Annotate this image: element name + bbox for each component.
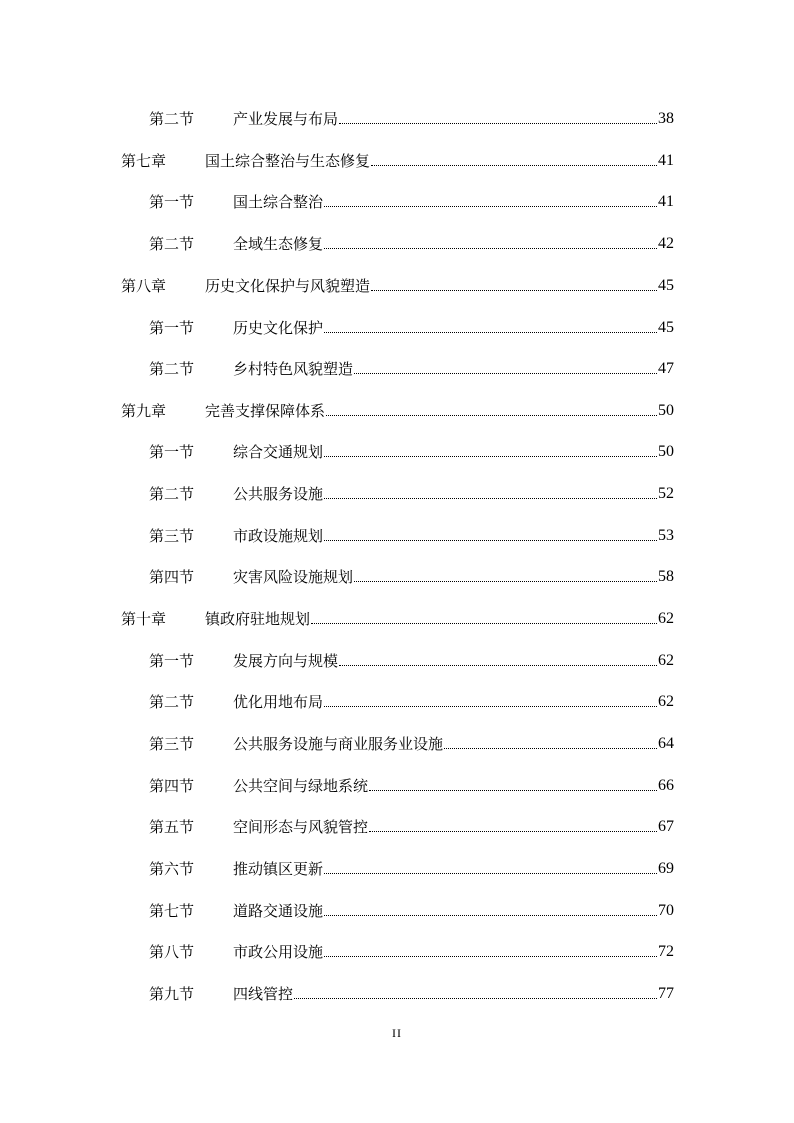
entry-page-number: 42: [658, 235, 674, 252]
dot-leader: [324, 456, 657, 457]
toc-entry[interactable]: [121, 271, 674, 295]
dot-leader: [324, 706, 657, 707]
entry-title: 推动镇区更新: [233, 860, 324, 878]
entry-number: 第二节: [149, 235, 195, 253]
entry-page-number: 64: [658, 735, 674, 752]
dot-leader: [324, 873, 657, 874]
toc-entry[interactable]: [149, 729, 674, 753]
entry-page-number: 70: [658, 902, 674, 919]
entry-number: 第一节: [149, 652, 195, 670]
entry-page-number: 50: [658, 443, 674, 460]
dot-leader: [294, 998, 657, 999]
toc-entry[interactable]: [149, 979, 674, 1003]
entry-page-number: 62: [658, 610, 674, 627]
entry-number: 第六节: [149, 860, 195, 878]
entry-number: 第九章: [121, 402, 167, 420]
dot-leader: [369, 831, 657, 832]
entry-title: 四线管控: [233, 985, 294, 1003]
entry-title: 市政设施规划: [233, 527, 324, 545]
entry-number: 第一节: [149, 319, 195, 337]
dot-leader: [324, 540, 657, 541]
toc-entry[interactable]: [149, 104, 674, 128]
entry-number: 第三节: [149, 527, 195, 545]
entry-number: 第一节: [149, 443, 195, 461]
entry-title: 空间形态与风貌管控: [233, 818, 369, 836]
entry-page-number: 72: [658, 943, 674, 960]
dot-leader: [324, 498, 657, 499]
entry-number: 第九节: [149, 985, 195, 1003]
entry-title: 国土综合整治与生态修复: [205, 152, 371, 170]
entry-page-number: 45: [658, 277, 674, 294]
dot-leader: [324, 956, 657, 957]
entry-title: 历史文化保护与风貌塑造: [205, 277, 371, 295]
entry-title: 发展方向与规模: [233, 652, 339, 670]
entry-page-number: 67: [658, 818, 674, 835]
entry-number: 第一节: [149, 193, 195, 211]
toc-entry[interactable]: [149, 521, 674, 545]
entry-page-number: 77: [658, 985, 674, 1002]
entry-page-number: 50: [658, 402, 674, 419]
entry-number: 第八章: [121, 277, 167, 295]
toc-entry[interactable]: [149, 229, 674, 253]
entry-number: 第八节: [149, 943, 195, 961]
entry-title: 道路交通设施: [233, 902, 324, 920]
entry-number: 第七章: [121, 152, 167, 170]
toc-entry[interactable]: [149, 562, 674, 586]
entry-page-number: 69: [658, 860, 674, 877]
entry-page-number: 41: [658, 193, 674, 210]
toc-entry[interactable]: [121, 396, 674, 420]
toc-entry[interactable]: [149, 937, 674, 961]
entry-title: 乡村特色风貌塑造: [233, 360, 354, 378]
dot-leader: [369, 790, 657, 791]
entry-number: 第三节: [149, 735, 195, 753]
toc-entry[interactable]: [149, 646, 674, 670]
entry-page-number: 52: [658, 485, 674, 502]
toc-entry[interactable]: [149, 687, 674, 711]
dot-leader: [339, 123, 657, 124]
entry-number: 第二节: [149, 485, 195, 503]
toc-entry[interactable]: [149, 437, 674, 461]
dot-leader: [311, 623, 657, 624]
entry-title: 产业发展与布局: [233, 110, 339, 128]
entry-title: 综合交通规划: [233, 443, 324, 461]
page-footer-number: II: [392, 1026, 402, 1040]
entry-page-number: 62: [658, 693, 674, 710]
entry-number: 第二节: [149, 360, 195, 378]
entry-title: 国土综合整治: [233, 193, 324, 211]
entry-page-number: 41: [658, 152, 674, 169]
entry-page-number: 38: [658, 110, 674, 127]
dot-leader: [326, 415, 657, 416]
dot-leader: [324, 248, 657, 249]
toc-entry[interactable]: [149, 812, 674, 836]
entry-number: 第四节: [149, 568, 195, 586]
dot-leader: [324, 332, 657, 333]
entry-number: 第二节: [149, 693, 195, 711]
entry-number: 第十章: [121, 610, 167, 628]
entry-title: 完善支撑保障体系: [205, 402, 326, 420]
entry-page-number: 45: [658, 319, 674, 336]
entry-page-number: 58: [658, 568, 674, 585]
entry-page-number: 47: [658, 360, 674, 377]
dot-leader: [354, 373, 657, 374]
entry-title: 公共服务设施与商业服务业设施: [233, 735, 444, 753]
dot-leader: [371, 165, 657, 166]
dot-leader: [324, 915, 657, 916]
entry-number: 第二节: [149, 110, 195, 128]
dot-leader: [354, 581, 657, 582]
entry-title: 镇政府驻地规划: [205, 610, 311, 628]
entry-title: 公共空间与绿地系统: [233, 777, 369, 795]
toc-entry[interactable]: [149, 854, 674, 878]
entry-title: 全域生态修复: [233, 235, 324, 253]
toc-entry[interactable]: [121, 604, 674, 628]
toc-entry[interactable]: [149, 896, 674, 920]
entry-page-number: 66: [658, 777, 674, 794]
dot-leader: [324, 206, 657, 207]
toc-entry[interactable]: [149, 479, 674, 503]
entry-number: 第七节: [149, 902, 195, 920]
dot-leader: [371, 290, 657, 291]
dot-leader: [339, 665, 657, 666]
entry-title: 历史文化保护: [233, 319, 324, 337]
entry-page-number: 62: [658, 652, 674, 669]
toc-entry[interactable]: [121, 146, 674, 170]
entry-number: 第四节: [149, 777, 195, 795]
toc-entry[interactable]: [149, 354, 674, 378]
entry-title: 优化用地布局: [233, 693, 324, 711]
entry-title: 公共服务设施: [233, 485, 324, 503]
entry-title: 市政公用设施: [233, 943, 324, 961]
entry-page-number: 53: [658, 527, 674, 544]
dot-leader: [444, 748, 657, 749]
toc-entry[interactable]: [149, 771, 674, 795]
toc-entry[interactable]: [149, 313, 674, 337]
entry-title: 灾害风险设施规划: [233, 568, 354, 586]
entry-number: 第五节: [149, 818, 195, 836]
toc-entry[interactable]: [149, 187, 674, 211]
